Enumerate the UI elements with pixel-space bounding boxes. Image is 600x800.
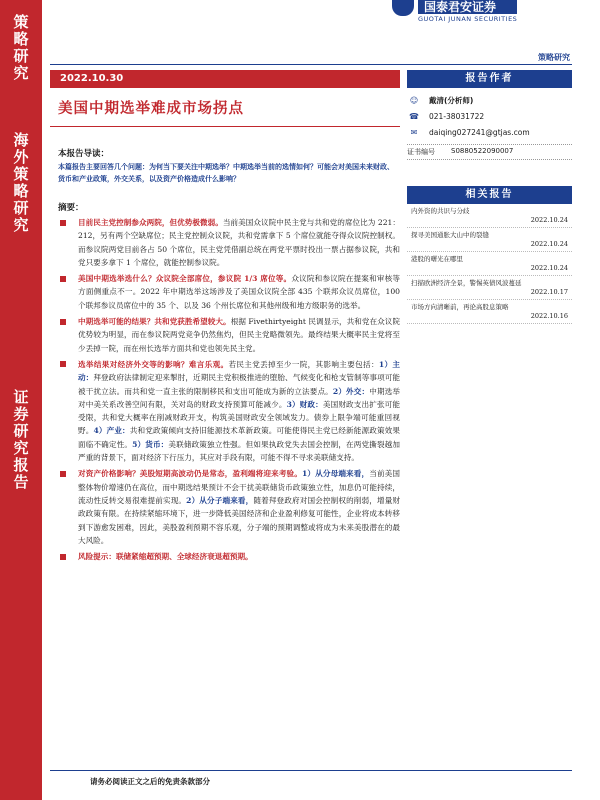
related-report-title[interactable]: 市场方向清晰前，再论高股息策略 bbox=[411, 303, 509, 311]
author-phone-row bbox=[407, 108, 572, 124]
related-report-title[interactable]: 扫描欧洲经济全景，警惕英债风波蔓延 bbox=[411, 279, 522, 287]
bullet-text: 众议院和参议院在提案和审核等方面侧重点不一。2022 年中期选举这场涉及了美国众议院全部 435 个联邦众议员席位，100 个联邦参议员席位中的 35 个、以及 36 个州长席位和其他州级和地方级职务的选举。 bbox=[78, 274, 400, 310]
related-report-date: 2022.10.17 bbox=[407, 288, 572, 300]
summary-bullet bbox=[50, 216, 400, 269]
footer-divider bbox=[50, 770, 572, 771]
phone-icon: ☎ bbox=[409, 111, 419, 121]
related-report-title[interactable]: 港股的曙光在哪里 bbox=[411, 255, 463, 263]
bullet-point-key: 5）货币： bbox=[132, 439, 169, 449]
author-email[interactable]: daiqing027241@gtjas.com bbox=[429, 127, 530, 137]
footer-disclaimer: 请务必阅读正文之后的免责条款部分 bbox=[90, 777, 210, 786]
side-label-subcategory: 海外策略研究 bbox=[11, 132, 30, 234]
logo-en-text: GUOTAI JUNAN SECURITIES bbox=[418, 15, 518, 23]
side-label-category: 策略研究 bbox=[11, 14, 30, 82]
side-band bbox=[0, 0, 42, 800]
related-report-date: 2022.10.24 bbox=[407, 240, 572, 252]
mail-icon: ✉ bbox=[410, 127, 418, 137]
bullet-lead: 选举结果对经济外交等的影响？难言乐观。 bbox=[78, 359, 229, 369]
related-report-date: 2022.10.24 bbox=[407, 216, 572, 228]
guide-text: 本篇报告主要回答几个问题：为何当下要关注中期选举？中期选举当前的选情如何？可能会对美国未来财政、货币和产业政策，外交关系，以及资产价格造成什么影响？ bbox=[58, 162, 394, 183]
bullet-point-text: 美联储政策独立性强。但如果执政党失去国会控制，在两党撕裂越加严重的背景下，面对经济下行压力，其应对手段有限，可能不得不寻求美联储支持。 bbox=[78, 439, 400, 463]
header-divider bbox=[50, 64, 572, 65]
bullet-point-text: 当前美国整体物价增速仍在高位，而中期选结果预计不会干扰美联储货币政策独立性，加息仍可能持续，流动性反转交易很难提前实现。 bbox=[78, 469, 401, 505]
summary-bullet bbox=[50, 550, 400, 563]
bullet-point-key: 1）从分母端来看， bbox=[302, 469, 370, 479]
certificate-number: S0880522090007 bbox=[451, 147, 514, 155]
company-logo bbox=[392, 0, 572, 30]
guide-label: 本报告导读： bbox=[58, 149, 110, 159]
summary-bullet bbox=[50, 315, 400, 355]
logo-icon bbox=[392, 0, 414, 16]
bullet-point-key: 1）主动： bbox=[78, 359, 400, 383]
author-email-row bbox=[407, 124, 572, 140]
author-phone: 021-38031722 bbox=[429, 111, 485, 121]
main-column bbox=[50, 70, 400, 563]
person-icon: ☺ bbox=[409, 95, 419, 105]
bullet-lead: 美国中期选举选什么？众议院全部席位，参议院 1/3 席位等。 bbox=[78, 274, 292, 284]
logo-cn-text: 国泰君安证券 bbox=[418, 0, 517, 14]
related-title: 相关报告 bbox=[407, 186, 572, 204]
certificate-row bbox=[407, 144, 572, 160]
bullet-lead: 中期选举可能的结果？共和党获胜希望较大。 bbox=[78, 317, 231, 327]
bullet-marker bbox=[60, 220, 66, 226]
related-report-title[interactable]: 探寻美国通胀大山中的裂缝 bbox=[411, 231, 489, 239]
bullet-marker bbox=[60, 276, 66, 282]
bullet-marker bbox=[60, 361, 66, 367]
certificate-label: 证书编号 bbox=[407, 148, 435, 156]
authors-title: 报告作者 bbox=[407, 70, 572, 88]
side-label-report-type: 证券研究报告 bbox=[11, 389, 30, 491]
bullet-point-key: 2）从分子端来看， bbox=[186, 495, 254, 505]
bullet-text: 根据 Fivethirtyeight 民调显示，共和党在众议院优势较为明显，而在参议院两党竞争仍然焦灼，但民主党略微领先。最终结果大概率民主党将至少丢掉一院，而在州长选举方面共和党也领先民主党。 bbox=[78, 317, 400, 353]
summary-label: 摘要： bbox=[58, 203, 84, 213]
author-name: 戴清(分析师) bbox=[429, 95, 474, 105]
bullet-marker bbox=[60, 319, 66, 325]
report-date: 2022.10.30 bbox=[50, 70, 400, 88]
related-report-date: 2022.10.16 bbox=[407, 312, 572, 324]
bullet-text: 若民主党丢掉至少一院，其影响主要包括： bbox=[228, 359, 379, 369]
related-report-date: 2022.10.24 bbox=[407, 264, 572, 276]
bullet-point-key: 4）产业： bbox=[93, 426, 130, 436]
summary-bullet bbox=[50, 272, 400, 312]
related-reports bbox=[407, 186, 572, 324]
title-divider bbox=[50, 126, 400, 127]
bullet-lead: 目前民主党控制参众两院，但优势极微弱。 bbox=[78, 218, 223, 227]
bullet-point-text: 美国财政支出扩张可能受限，共和党大概率在削减财政开支，构筑美国财政安全领域发力。债券上限争端可能重回视野。 bbox=[78, 399, 400, 436]
report-title: 美国中期选举难成市场拐点 bbox=[58, 100, 244, 117]
bullet-lead: 风险提示：联储紧缩超预期、全球经济衰退超预期。 bbox=[78, 552, 253, 562]
header-category: 策略研究 bbox=[538, 53, 570, 62]
bullet-text: 当前美国众议院中民主党与共和党的席位比为 221：212，另有两个空缺席位；民主党控制众议院，共和党需拿下 5 个席位就能夺得众议院控制权。而参议院两党目前各占 50 个席位，民主党凭借副总统在两党平票时投出一票占据参议院，共和党只要多拿下 1 个席位，就能控制参议院。 bbox=[78, 218, 401, 267]
bullet-marker bbox=[60, 471, 66, 477]
summary-bullet bbox=[50, 467, 400, 547]
bullet-point-text: 随着拜登政府对国会控制权的削弱，增量财政政策有限。在持续紧缩环境下，进一步降低美国经济和企业盈利修复可能性，企业将成本转移到下游愈发困难，因此，美股盈利预期不容乐观，分子端的预期调整或将成为未来美股潜在的最大风险。 bbox=[78, 495, 401, 545]
related-report-title[interactable]: 内外资的共识与分歧 bbox=[411, 207, 470, 215]
bullet-point-key: 3）财政： bbox=[286, 399, 323, 409]
right-column bbox=[407, 70, 572, 324]
bullet-point-key: 2）外交： bbox=[332, 386, 370, 396]
bullet-point-text: 中期选举对中美关系改善空间有限，关对岛的财政支持预算可能减少。 bbox=[78, 386, 400, 409]
bullet-point-text: 共和党政策倾向支持旧能源技术革新政策。可能使得民主党已经新能源政策效果面临不确定性。 bbox=[78, 426, 400, 449]
bullet-lead: 对资产价格影响？美股短期高波动仍是常态，盈利端将迎来考验。 bbox=[78, 469, 303, 479]
bullet-point-text: 拜登政府法律制定迎来掣肘，近期民主党积极推进的堕胎、气候变化和枪支管制等事项可能被干扰立法。而共和党一直主张的限制移民和支出可能成为新的立法要点。 bbox=[78, 373, 401, 396]
bullet-marker bbox=[60, 554, 66, 560]
summary-bullet bbox=[50, 358, 400, 464]
author-name-row bbox=[407, 92, 572, 108]
